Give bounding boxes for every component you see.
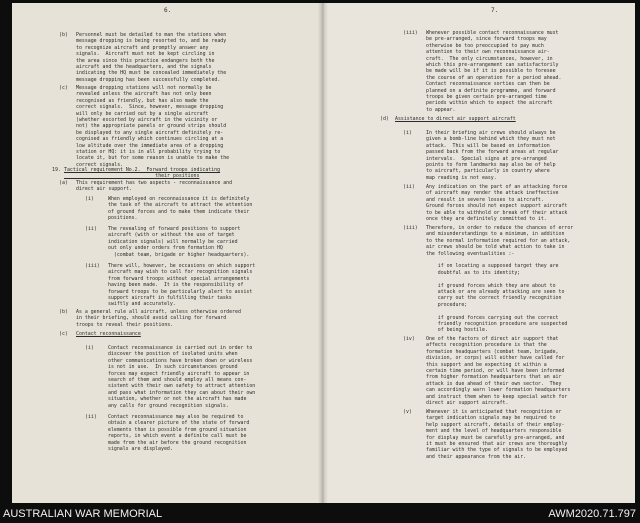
text-line: made from the air before the ground recognition xyxy=(108,439,247,446)
text-line: passed back from the forward areas at regular xyxy=(426,149,559,156)
text-line: low altitude over the immediate area of a dropping xyxy=(76,142,224,149)
text-line: is not in use. In such circumstances ground xyxy=(108,364,238,371)
text-line: Tactical requirement No.2. Forward troops indicating xyxy=(64,167,221,173)
footer-bar xyxy=(0,506,640,523)
text-line: their positions xyxy=(64,173,200,180)
text-line: indicating the HQ must be concealed immediately the xyxy=(76,70,227,77)
text-line: (combat team, brigade or higher headquarters). xyxy=(108,251,250,258)
text-line: Contact reconnaissance is carried out in order to xyxy=(108,345,253,351)
paragraph-label: 19. xyxy=(52,167,61,173)
text-line: can accordingly warn lower formation headquarters xyxy=(426,387,571,394)
text-line: aircraft and the headquarters, and the signals xyxy=(76,64,212,70)
text-line: direct air support aircraft. xyxy=(426,400,509,406)
text-line: the area since this practice endangers both the xyxy=(76,57,215,64)
text-line: affects recognition procedure is that the xyxy=(426,342,547,349)
text-line: if ground forces which they are about to xyxy=(426,282,556,289)
text-line: it must be ensured that air crews are thoroughly xyxy=(426,441,568,447)
footer-accession-number: AWM2020.71.797 xyxy=(548,508,636,520)
text-line: troops to reveal their positions. xyxy=(76,321,174,328)
page-number: 7. xyxy=(491,7,499,14)
left-page xyxy=(12,3,323,503)
text-line: be displayed to any single aircraft definitely re- xyxy=(76,129,224,136)
text-line: to appear. xyxy=(426,106,456,113)
text-line: and their appearance from the air. xyxy=(426,453,527,460)
text-line: Personnel must be detailed to man the stations when xyxy=(76,32,227,38)
text-line: The revealing of forward positions to support xyxy=(108,226,241,232)
text-line: As a general rule all aircraft, unless otherwise ordered xyxy=(76,309,241,315)
text-line: otherwise be too preoccupied to pay much xyxy=(426,42,544,49)
text-line: division, or corps) will either have called for xyxy=(426,355,565,362)
text-line: having been made. It is the responsibility of xyxy=(108,282,244,289)
paragraph-label: (iii) xyxy=(403,30,418,36)
text-line: Contact reconnaissance xyxy=(76,331,141,337)
text-line: sistent with their own safety to attract attention xyxy=(108,383,256,390)
text-line: (whether escorted by aircraft in the vicinity or xyxy=(76,117,218,123)
text-line: Therefore, in order to reduce the chances of error xyxy=(426,225,574,231)
text-line: to recognize aircraft and promptly answer any xyxy=(76,44,209,51)
text-line: in their briefing, should avoid calling for forward xyxy=(76,315,227,322)
text-line: message dropping is being resorted to, and be ready xyxy=(76,38,227,45)
text-line: discover the position of isolated units when xyxy=(108,351,238,358)
paragraph-label: (iii) xyxy=(403,225,418,231)
text-line: for display must be carefully pre-arranged, and xyxy=(426,434,565,441)
text-line: of aircraft may render the attack ineffective xyxy=(426,190,559,197)
text-line: signals are displayed. xyxy=(108,446,173,452)
text-line: target indication signals may be required to xyxy=(426,415,556,422)
text-line: There will, however, be occasions on which support xyxy=(108,263,256,269)
text-line: Contact reconnaissance sorties can then be xyxy=(426,81,550,88)
text-line: revealed unless the aircraft has not only been xyxy=(76,91,212,98)
text-line: and result in severe losses to aircraft. xyxy=(426,196,544,203)
text-line: this support and be expecting it within a xyxy=(426,361,547,368)
text-line: indication signals) will normally be carried xyxy=(108,238,238,245)
text-line: help support aircraft, details of their employ- xyxy=(426,421,565,428)
text-line: which this pre-arrangement can satisfactorily xyxy=(426,62,559,68)
text-line: swiftly and accurately. xyxy=(108,301,176,308)
text-line: ment and the level of headquarters responsible xyxy=(426,428,562,435)
right-page xyxy=(323,3,635,503)
paragraph-label: (ii) xyxy=(85,226,97,232)
text-line: to be able to withhold or break off their attack xyxy=(426,209,568,216)
paragraph-label: (v) xyxy=(403,409,412,415)
text-line: When employed on reconnaissance it is definitely xyxy=(108,196,250,202)
text-line: formation headquarters (combat team, brigade, xyxy=(426,348,559,355)
text-line: search of them and should employ all means con- xyxy=(108,377,247,383)
text-line: to aircraft, particularly in country where xyxy=(426,168,550,175)
text-line: forward troops to be particularly alert to assist xyxy=(108,288,253,295)
text-line: support aircraft in fulfilling their tasks xyxy=(108,295,232,301)
text-line: elements than is possible from ground situation xyxy=(108,426,247,433)
text-line: periods within which to expect the aircraft xyxy=(426,100,553,107)
paragraph-label: (b) xyxy=(59,309,68,315)
text-line: once they are definitely committed to it. xyxy=(426,216,547,222)
text-line: signals. Aircraft must not be kept circling in xyxy=(76,51,215,58)
text-line: not) the appropriate panels or ground strips should xyxy=(76,123,227,130)
text-line: attack. This will be based on information xyxy=(426,142,550,149)
text-line: will only be carried out by a single aircraft xyxy=(76,110,209,117)
text-line: any calls for ground recognition signals. xyxy=(108,402,229,409)
paragraph-label: (i) xyxy=(85,345,94,351)
text-line: reports, in which event a definite call must be xyxy=(108,433,247,440)
book-spread xyxy=(12,3,635,503)
page-number: 6. xyxy=(164,7,172,14)
text-line: and pass what information they can about their own xyxy=(108,389,256,396)
text-line: and misunderstandings to a minimum, in addition xyxy=(426,231,565,238)
text-line: certain time period, or will have been informed xyxy=(426,368,565,374)
paragraph-label: (c) xyxy=(59,331,68,337)
text-line: carry out the correct friendly recognition xyxy=(426,295,562,302)
text-line: attack is due ahead of their own sector. They xyxy=(426,380,562,387)
text-line: the task of the aircraft to attract the attention xyxy=(108,202,253,209)
text-line: Ground forces should not expect support aircraft xyxy=(426,203,568,210)
text-line: if on locating a supposed target they are xyxy=(426,263,559,270)
text-line: map reading is not easy. xyxy=(426,174,497,181)
text-line: given a bomb-line behind which they must not xyxy=(426,136,556,143)
text-line: out only under orders from formation HQ xyxy=(108,245,223,252)
text-line: positions. xyxy=(108,215,138,222)
paragraph-label: (b) xyxy=(59,32,68,38)
text-line: and instruct them when to keep special watch for xyxy=(426,393,568,400)
text-line: procedure; xyxy=(426,301,468,308)
text-line: troops be given certain pre-arranged time xyxy=(426,94,547,100)
text-line: the course of an operation for a period ahead. xyxy=(426,74,562,81)
paragraph-label: (ii) xyxy=(403,184,415,190)
text-line: cognised as friendly which continues circling at a xyxy=(76,136,224,143)
text-line: of ground forces and to make them indicate their xyxy=(108,208,250,215)
text-line: be pre-arranged, since forward troops may xyxy=(426,36,547,43)
text-line: to the normal information required for an attack, xyxy=(426,237,571,244)
text-line: craft. The only circumstances, however, in xyxy=(426,55,553,62)
text-line: intervals. Special signs at pre-arranged xyxy=(426,155,547,162)
text-line: the following eventualities :- xyxy=(426,250,515,257)
text-line: In their briefing air crews should always be xyxy=(426,130,556,136)
paragraph-label: (iii) xyxy=(85,263,100,269)
text-line: station or HQ: it is in all probability trying to xyxy=(76,149,221,155)
text-line: correct signals. Since, however, message dropping xyxy=(76,104,224,111)
text-line: from higher formation headquarters that an air xyxy=(426,374,562,381)
text-line: friendly recognition procedure are suspected xyxy=(426,321,568,327)
text-line: doubtful as to its identity; xyxy=(426,269,521,276)
paragraph-label: (iv) xyxy=(403,336,415,342)
paragraph-label: (i) xyxy=(403,130,412,136)
text-line: correct signals. xyxy=(76,161,124,168)
page-fold xyxy=(318,3,328,503)
text-line: air crews should be told what action to take in xyxy=(426,244,565,251)
text-line: attention to their own reconnaissance air- xyxy=(426,49,550,56)
paragraph-label: (c) xyxy=(59,85,68,91)
text-line: obtain a clearer picture of the state of forward xyxy=(108,420,250,427)
paragraph-label: (a) xyxy=(59,180,68,186)
text-line: forces may expect friendly aircraft to appear in xyxy=(108,370,250,377)
text-line: be made will be if it is possible to foresee xyxy=(426,68,556,75)
text-line: One of the factors of direct air support that xyxy=(426,336,559,342)
text-line: message dropping has been successfully completed. xyxy=(76,76,221,83)
text-line: attack or are already attacking are seen to xyxy=(426,289,565,295)
paragraph-label: (d) xyxy=(380,116,389,122)
text-line: direct air support. xyxy=(76,186,132,193)
text-line: recognised as friendly, but has also made the xyxy=(76,97,209,104)
paragraph-label: (ii) xyxy=(85,414,97,420)
text-line: Whenever it is anticipated that recognition or xyxy=(426,409,562,415)
text-line: other communications have broken down or wireless xyxy=(108,357,253,364)
text-line: of being hostile. xyxy=(426,327,488,334)
footer-credit: AUSTRALIAN WAR MEMORIAL xyxy=(3,508,163,520)
text-line: familiar with the type of signals to be employed xyxy=(426,447,568,454)
text-line: aircraft may wish to call for recognition signals xyxy=(108,269,253,276)
text-line: This requirement has two aspects - reconnaissance and xyxy=(76,180,233,186)
text-line: if ground forces carrying out the correct xyxy=(426,314,559,321)
text-line: from forward troops without special arrangements xyxy=(108,275,250,282)
text-line: points to form landmarks may also be of help xyxy=(426,162,556,168)
text-line: planned on a definite programme, and forward xyxy=(426,87,556,94)
text-line: aircraft (with or without the use of target xyxy=(108,232,235,239)
text-line: locate it, but for some reason is unable to make the xyxy=(76,155,230,162)
paragraph-label: (i) xyxy=(85,196,94,202)
text-line: Any indication on the part of an attacking force xyxy=(426,184,568,190)
text-line: Contact reconnaissance may also be required to xyxy=(108,414,244,420)
text-line: Whenever possible contact reconnaissance must xyxy=(426,30,559,36)
text-line: Message dropping stations will not normally be xyxy=(76,85,212,91)
text-line: Assistance to direct air support aircraft xyxy=(395,116,516,122)
text-line: situation, whether or not the aircraft has made xyxy=(108,396,247,403)
